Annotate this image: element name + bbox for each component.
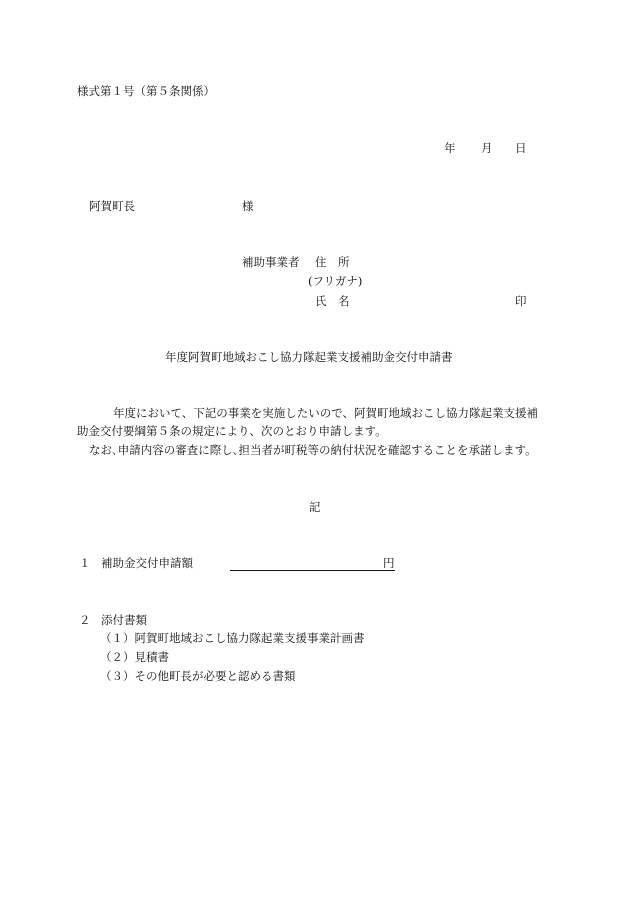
body-paragraph-2: なお､申請内容の審査に際し､担当者が町税等の納付状況を確認することを承諾します。 xyxy=(89,443,537,457)
addressee-name: 阿賀町長 xyxy=(89,199,135,213)
body-paragraph-1-line-1: 年度において、下記の事業を実施したいので、阿賀町地域おこし協力隊起業支援補 xyxy=(113,406,539,420)
seal-label: 印 xyxy=(515,294,527,308)
date-month-label: 月 xyxy=(481,141,493,155)
item-2-number: ２ xyxy=(79,613,91,627)
item-1-unit: 円 xyxy=(383,556,395,570)
applicant-role-label: 補助事業者 xyxy=(242,255,300,269)
body-paragraph-1-line-2: 助金交付要綱第５条の規定により、次のとおり申請します。 xyxy=(77,424,387,438)
item-1-number: １ xyxy=(79,556,91,570)
date-year-label: 年 xyxy=(444,141,456,155)
addressee-honorific: 様 xyxy=(242,199,254,213)
applicant-furigana-label: (フリガナ) xyxy=(308,274,363,288)
ki-label: 記 xyxy=(309,500,321,514)
form-number: 様式第１号（第５条関係） xyxy=(77,84,215,98)
applicant-address-label: 住 所 xyxy=(315,255,350,269)
attachment-item: （１）阿賀町地域おこし協力隊起業支援事業計画書 xyxy=(100,631,365,645)
document-title: 年度阿賀町地域おこし協力隊起業支援補助金交付申請書 xyxy=(165,350,453,364)
amount-field[interactable] xyxy=(230,556,395,571)
date-day-label: 日 xyxy=(515,141,527,155)
item-1-label: 補助金交付申請額 xyxy=(101,556,193,570)
attachment-item: （３）その他町長が必要と認める書類 xyxy=(100,669,296,683)
attachment-item: （２）見積書 xyxy=(100,650,169,664)
applicant-name-label: 氏 名 xyxy=(315,294,350,308)
item-2-label: 添付書類 xyxy=(101,613,147,627)
